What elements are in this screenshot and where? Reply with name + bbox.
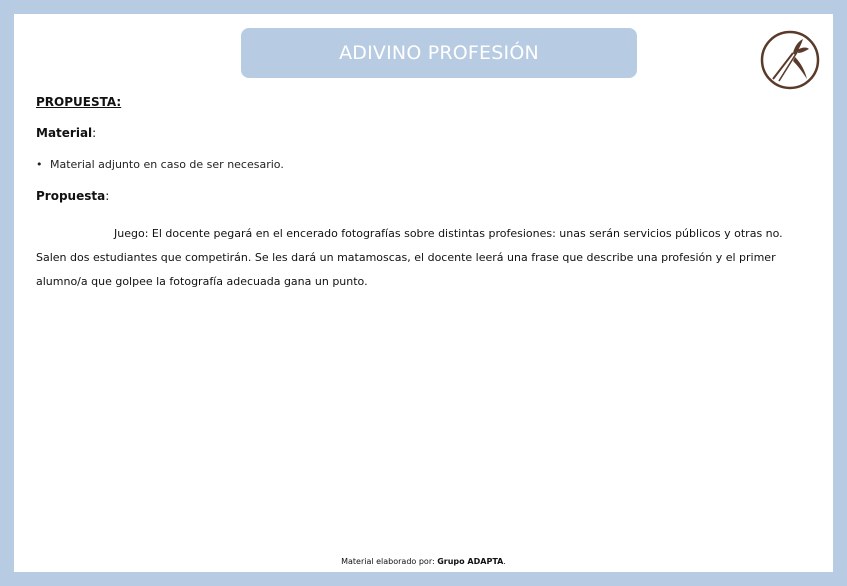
propuesta-label: Propuesta bbox=[36, 189, 106, 203]
material-label: Material bbox=[36, 126, 93, 140]
page-title: ADIVINO PROFESIÓN bbox=[339, 42, 539, 64]
footer-suffix: . bbox=[503, 557, 506, 566]
material-item-text: Material adjunto en caso de ser necesario. bbox=[50, 158, 284, 171]
propuesta-paragraph: Juego: El docente pegará en el encerado fotografías sobre distintas profesiones: unas serán servicios públicos y otras no. Salen dos estudiantes que competirán. Se les dará un matamoscas, el docente leerá una frase que describe una profesión y el primer alumno/a que golpee la fotografía adecuada gana un punto. bbox=[36, 227, 783, 288]
list-item bbox=[36, 158, 284, 171]
bullet-dot: • bbox=[36, 158, 43, 171]
document-page bbox=[14, 14, 833, 572]
material-colon: : bbox=[92, 126, 97, 140]
propuesta-label-line bbox=[36, 189, 109, 203]
footer-author: Grupo ADAPTA bbox=[437, 557, 504, 566]
footer-prefix: Material elaborado por: bbox=[341, 557, 438, 566]
title-banner bbox=[241, 28, 637, 78]
material-label-line bbox=[36, 126, 96, 140]
footer-credit bbox=[14, 557, 833, 566]
propuesta-heading: PROPUESTA: bbox=[36, 95, 122, 109]
propuesta-colon: : bbox=[105, 189, 110, 203]
brush-logo-icon bbox=[759, 29, 821, 91]
